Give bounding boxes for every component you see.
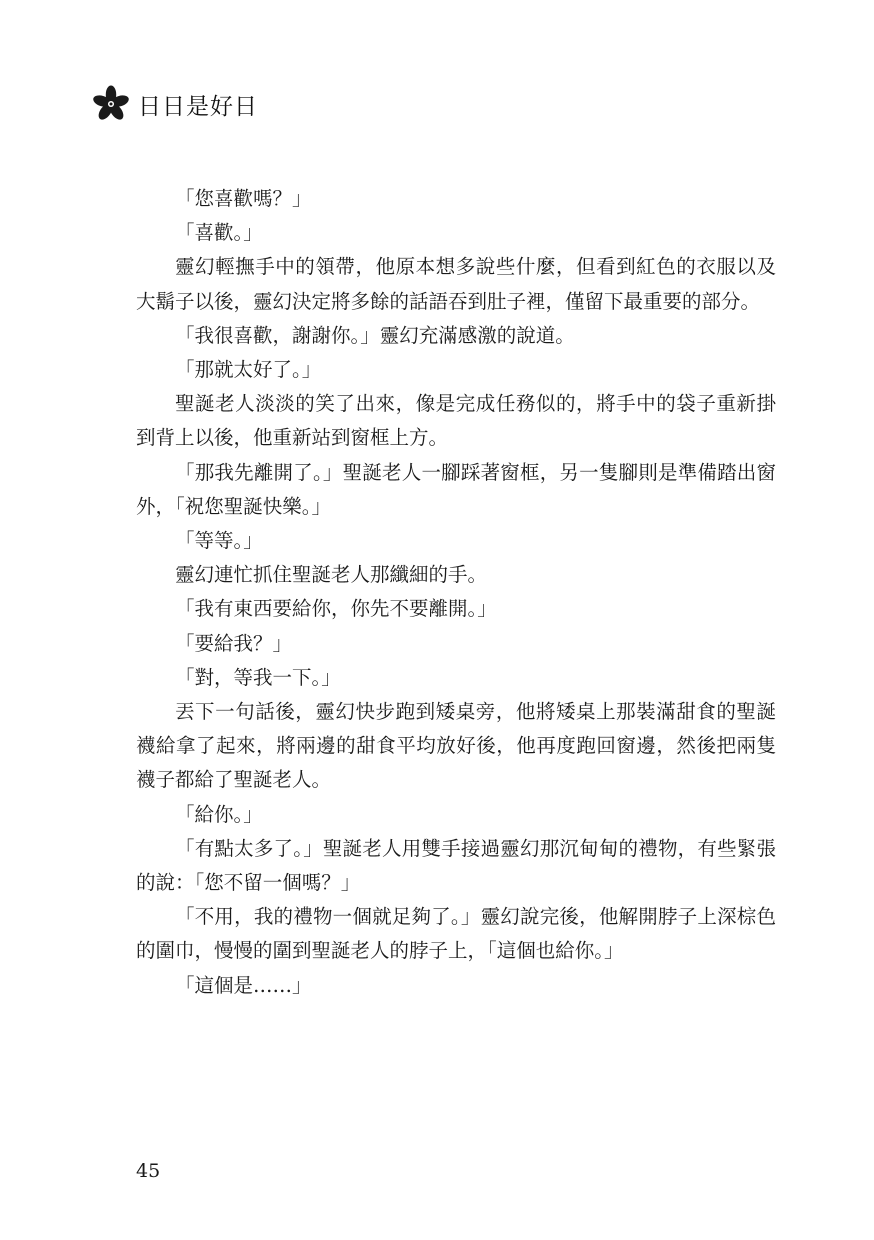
body-text	[136, 182, 776, 1003]
paragraph: 「有點太多了。」聖誕老人用雙手接過靈幻那沉甸甸的禮物，有些緊張的說：「您不留一個嗎？」	[136, 836, 776, 895]
paragraph: 「給你。」	[175, 802, 263, 826]
paragraph: 「您喜歡嗎？」	[175, 187, 312, 210]
paragraph: 「不用，我的禮物一個就足夠了。」靈幻說完後，他解開脖子上深棕色的圍巾，慢慢的圍到聖誕老人的脖子上，「這個也給你。」	[136, 905, 776, 963]
paragraph: 靈幻連忙抓住聖誕老人那纖細的手。	[175, 563, 488, 587]
paragraph: 靈幻輕撫手中的領帶，他原本想多說些什麼，但看到紅色的衣服以及大鬍子以後，靈幻決定將多餘的話語吞到肚子裡，僅留下最重要的部分。	[136, 255, 776, 313]
page-number: 45	[136, 1160, 161, 1182]
paragraph: 「那我先離開了。」聖誕老人一腳踩著窗框，另一隻腳則是準備踏出窗外，「祝您聖誕快樂。」	[136, 460, 776, 518]
paragraph: 「要給我？」	[175, 631, 293, 655]
paragraph: 「對，等我一下。」	[175, 665, 341, 689]
book-title: 日日是好日	[138, 93, 258, 120]
flower-icon	[92, 85, 130, 123]
running-header	[92, 82, 258, 126]
paragraph: 「這個是……」	[175, 973, 312, 997]
paragraph: 「喜歡。」	[175, 221, 263, 245]
paragraph: 丟下一句話後，靈幻快步跑到矮桌旁，他將矮桌上那裝滿甜食的聖誕襪給拿了起來，將兩邊的甜食平均放好後，他再度跑回窗邊，然後把兩隻襪子都給了聖誕老人。	[136, 700, 776, 792]
paragraph: 「我有東西要給你，你先不要離開。」	[175, 597, 497, 621]
paragraph: 「那就太好了。」	[175, 358, 322, 382]
paragraph: 聖誕老人淡淡的笑了出來，像是完成任務似的，將手中的袋子重新掛到背上以後，他重新站到窗框上方。	[136, 392, 776, 450]
paragraph: 「我很喜歡，謝謝你。」靈幻充滿感激的說道。	[175, 323, 575, 347]
paragraph: 「等等。」	[175, 529, 263, 553]
